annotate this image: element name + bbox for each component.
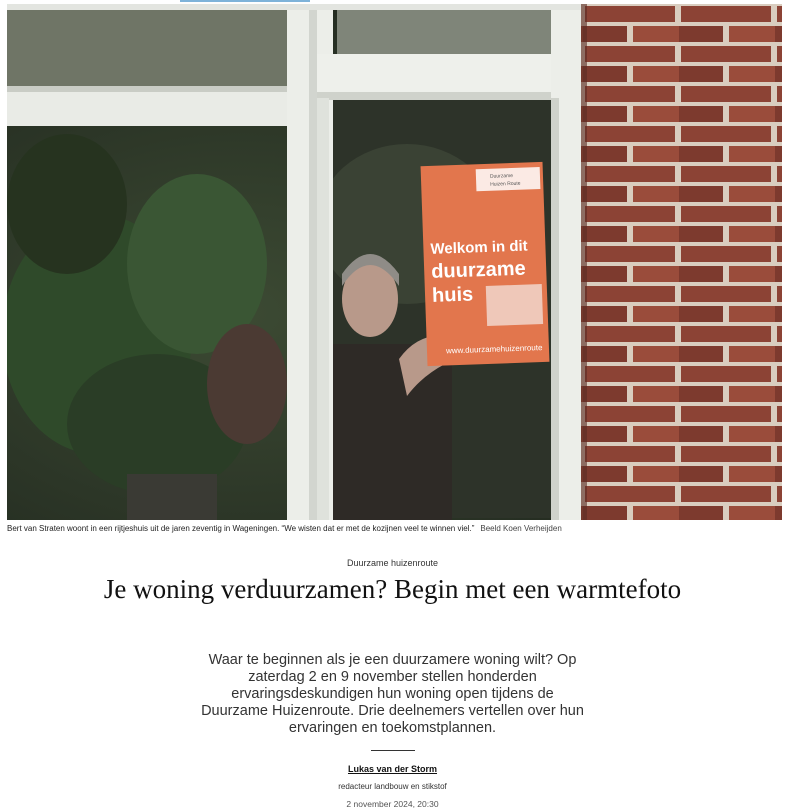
poster-url: www.duurzamehuizenroute (445, 343, 543, 356)
author-link[interactable]: Lukas van der Storm (347, 764, 438, 774)
article-headline: Je woning verduurzamen? Begin met een warmtefoto (103, 574, 682, 604)
photo-credit: Beeld Koen Verheijden (480, 524, 562, 533)
article-intro: Waar te beginnen als je een duurzamere woning wilt? Op zaterdag 2 en 9 november stellen honderden ervaringsdeskundigen hun woning open tijdens de Duurzame Huizenroute. Drie deelnemers vertellen over hun ervaringen en toekomstplannen. (201, 652, 584, 736)
top-accent-bar (180, 0, 310, 2)
section-kicker[interactable]: Duurzame huizenroute (346, 558, 439, 568)
poster-brand-line2: Huizen Route (490, 180, 521, 188)
caption-text: Bert van Straten woont in een rijtjeshuis uit de jaren zeventig in Wageningen. “We wisten dat er met de kozijnen veel te winnen viel.” (7, 524, 475, 533)
poster-line1: Welkom in dit (430, 237, 528, 258)
author-role: redacteur landbouw en stikstof (338, 782, 447, 791)
photo-caption (7, 523, 782, 535)
hero-photo (7, 4, 782, 520)
poster-line2: duurzame (430, 257, 527, 283)
publish-date: 2 november 2024, 20:30 (346, 799, 439, 809)
poster-brand-line1: Duurzame (489, 172, 514, 180)
poster-line3: huis (431, 283, 474, 307)
divider (371, 750, 415, 751)
